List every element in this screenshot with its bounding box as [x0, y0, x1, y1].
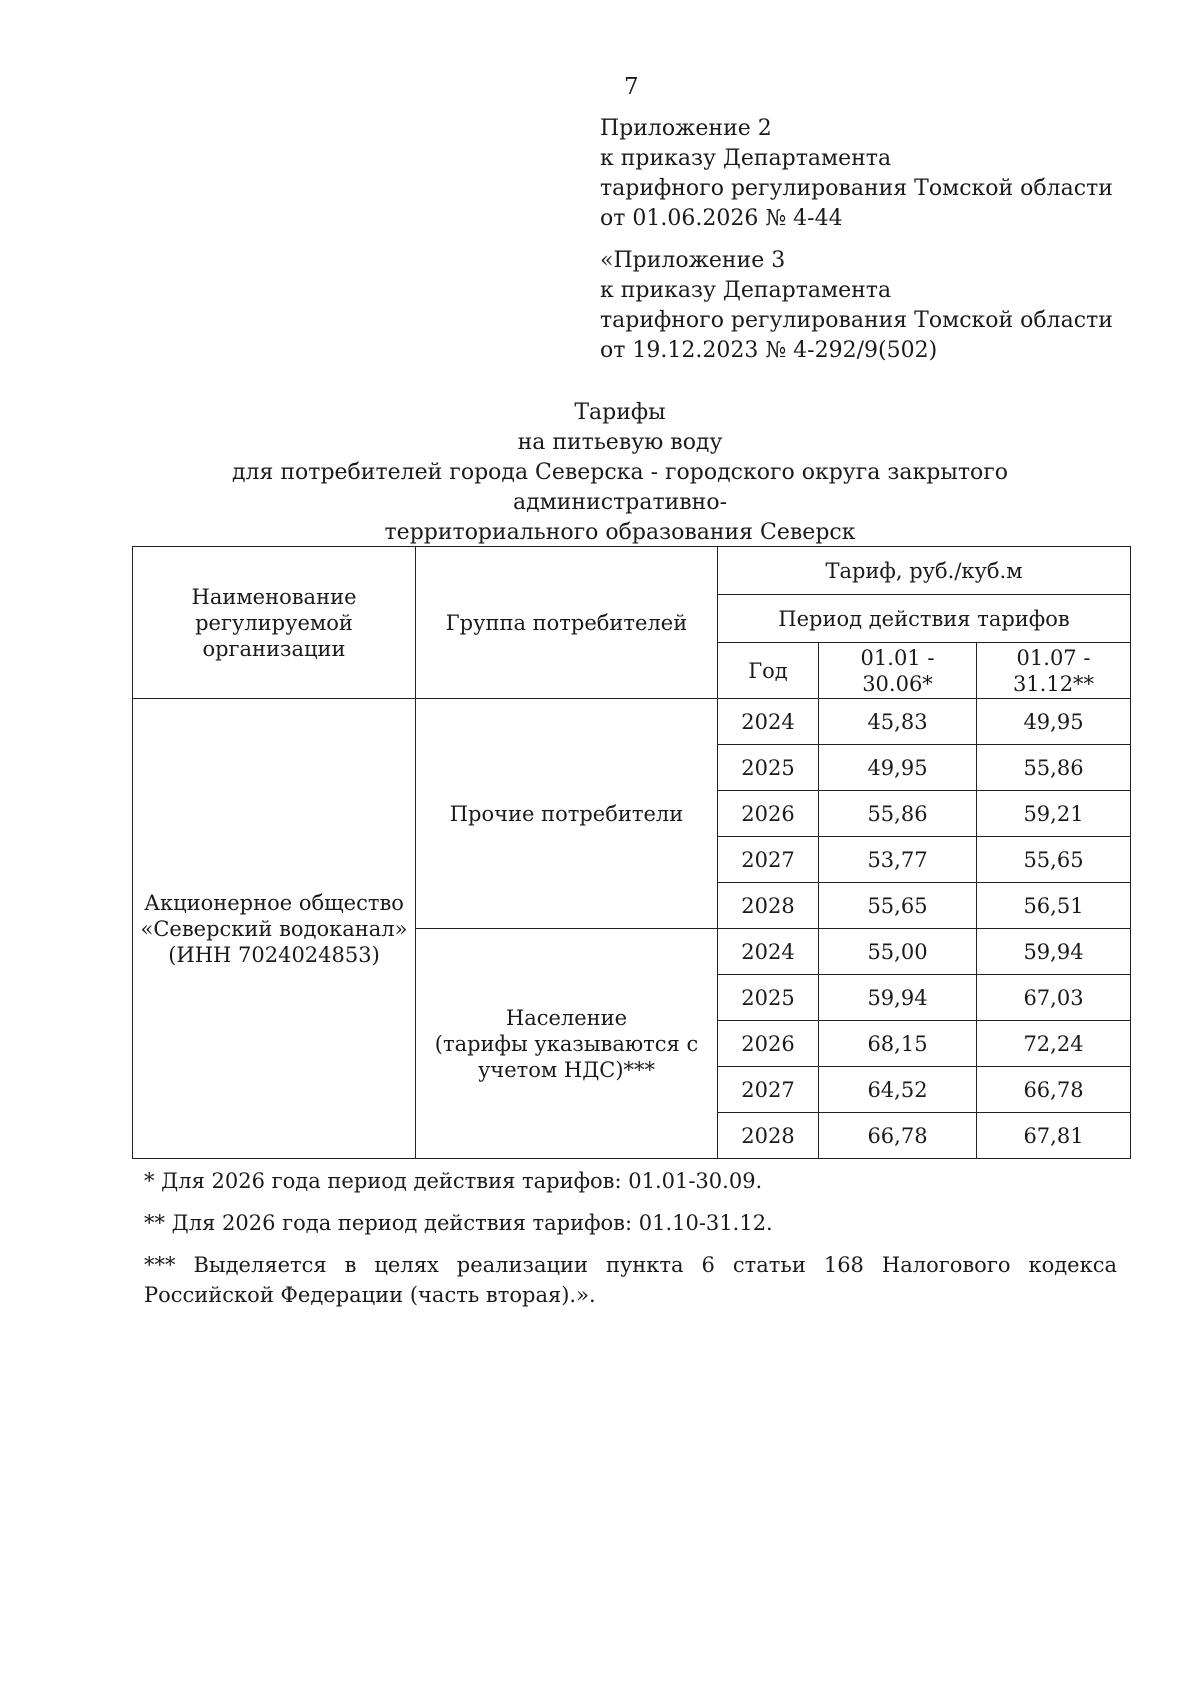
title-line1: Тарифы	[574, 400, 666, 425]
tariff-first-half-cell: 68,15	[819, 1021, 977, 1067]
footnote-3: *** Выделяется в целях реализации пункта 6 статьи 168 Налогового кодекса Российской Федерации (часть вторая).».	[144, 1253, 1117, 1307]
header-organization: Наименование регулируемой организации	[133, 547, 416, 699]
footnote-2: ** Для 2026 года период действия тарифов: 01.10-31.12.	[144, 1211, 773, 1235]
tariff-first-half-cell: 53,77	[819, 837, 977, 883]
consumer-group-line1: Население	[505, 1005, 628, 1030]
tariff-second-half-cell: 49,95	[977, 699, 1131, 745]
year-cell: 2024	[718, 929, 819, 975]
tariff-second-half-cell: 66,78	[977, 1067, 1131, 1113]
table-header-row	[133, 547, 1131, 595]
document-title	[130, 398, 1110, 548]
appendix-original-line1: «Приложение 3	[600, 248, 786, 273]
header-period: Период действия тарифов	[718, 595, 1131, 643]
tariff-second-half-cell: 56,51	[977, 883, 1131, 929]
year-cell: 2025	[718, 745, 819, 791]
year-cell: 2027	[718, 837, 819, 883]
tariff-second-half-cell: 59,21	[977, 791, 1131, 837]
tariff-second-half-cell: 72,24	[977, 1021, 1131, 1067]
appendix-original-line2: к приказу Департамента	[600, 278, 892, 303]
footnotes	[144, 1166, 1117, 1322]
year-cell: 2026	[718, 1021, 819, 1067]
tariff-first-half-cell: 55,65	[819, 883, 977, 929]
tariff-first-half-cell: 55,00	[819, 929, 977, 975]
tariff-second-half-cell: 67,81	[977, 1113, 1131, 1159]
appendix-original-line4: от 19.12.2023 № 4-292/9(502)	[600, 338, 938, 363]
consumer-group-cell	[416, 699, 718, 929]
year-cell: 2028	[718, 883, 819, 929]
appendix-current-line1: Приложение 2	[600, 116, 772, 141]
organization-line3: (ИНН 7024024853)	[168, 942, 380, 967]
organization-line2: «Северский водоканал»	[140, 916, 408, 941]
tariff-second-half-cell: 55,65	[977, 837, 1131, 883]
consumer-group-line2: (тарифы указываются с	[434, 1031, 699, 1056]
title-line2: на питьевую воду	[517, 430, 723, 455]
appendix-original	[600, 246, 1113, 366]
header-period-first-half-line1: 01.01 -	[860, 645, 935, 670]
organization-name-cell	[133, 699, 416, 1159]
tariff-first-half-cell: 64,52	[819, 1067, 977, 1113]
header-consumer-group: Группа потребителей	[416, 547, 718, 699]
appendix-current	[600, 114, 1113, 234]
footnote-1: * Для 2026 года период действия тарифов: 01.01-30.09.	[144, 1169, 763, 1193]
appendix-current-line4: от 01.06.2026 № 4-44	[600, 206, 843, 231]
header-period-first-half	[819, 643, 977, 699]
tariff-first-half-cell: 45,83	[819, 699, 977, 745]
title-line4: территориального образования Северск	[384, 520, 856, 545]
tariff-first-half-cell: 59,94	[819, 975, 977, 1021]
tariff-first-half-cell: 49,95	[819, 745, 977, 791]
appendix-original-line3: тарифного регулирования Томской области	[600, 308, 1113, 333]
header-tariff: Тариф, руб./куб.м	[718, 547, 1131, 595]
header-year: Год	[718, 643, 819, 699]
appendix-current-line3: тарифного регулирования Томской области	[600, 176, 1113, 201]
year-cell: 2024	[718, 699, 819, 745]
year-cell: 2025	[718, 975, 819, 1021]
consumer-group-line3: учетом НДС)***	[477, 1057, 656, 1082]
title-line3: для потребителей города Северска - городского округа закрытого административно-	[231, 460, 1009, 515]
tariff-table	[132, 546, 1131, 1159]
appendix-current-line2: к приказу Департамента	[600, 146, 892, 171]
table-row	[133, 699, 1131, 745]
year-cell: 2026	[718, 791, 819, 837]
page-number: 7	[624, 74, 639, 100]
year-cell: 2027	[718, 1067, 819, 1113]
header-period-first-half-line2: 30.06*	[862, 671, 933, 696]
tariff-second-half-cell: 55,86	[977, 745, 1131, 791]
tariff-second-half-cell: 59,94	[977, 929, 1131, 975]
tariff-first-half-cell: 66,78	[819, 1113, 977, 1159]
header-period-second-half-line1: 01.07 -	[1016, 645, 1091, 670]
organization-line1: Акционерное общество	[144, 890, 404, 915]
header-period-second-half	[977, 643, 1131, 699]
header-period-second-half-line2: 31.12**	[1012, 671, 1095, 696]
tariff-first-half-cell: 55,86	[819, 791, 977, 837]
consumer-group-line1: Прочие потребители	[449, 801, 684, 826]
consumer-group-cell	[416, 929, 718, 1159]
year-cell: 2028	[718, 1113, 819, 1159]
tariff-second-half-cell: 67,03	[977, 975, 1131, 1021]
